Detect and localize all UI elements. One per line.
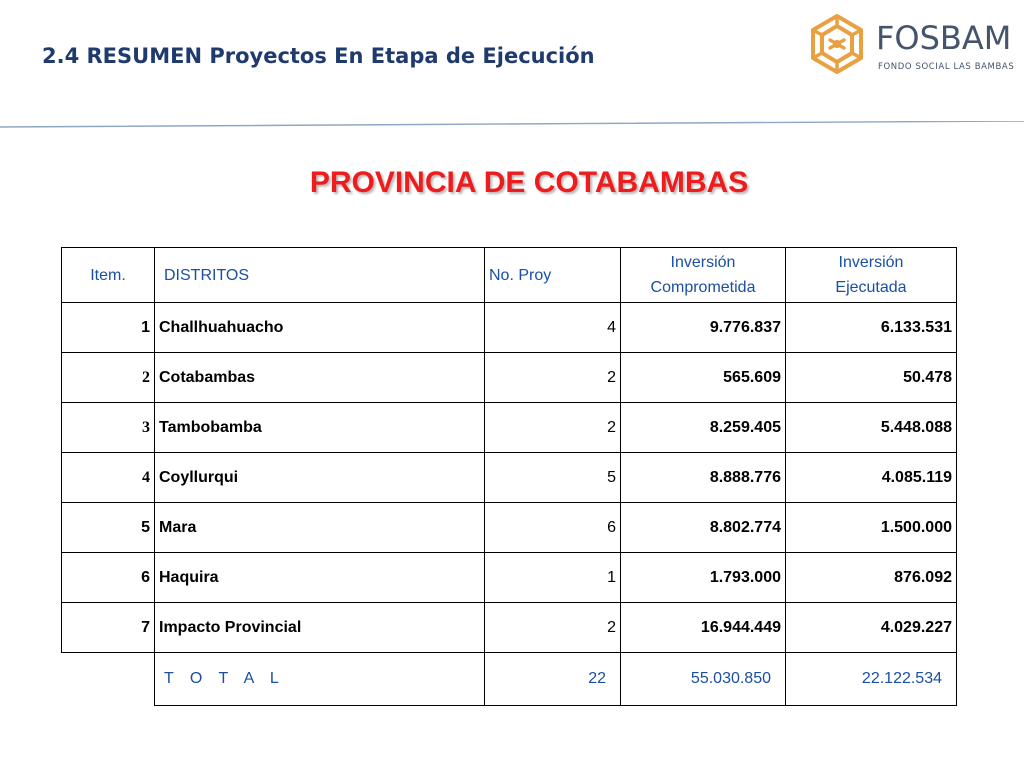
row-inversion-ejecutada: 1.500.000	[786, 503, 957, 553]
row-item: 3	[62, 403, 155, 453]
row-no-proy: 4	[485, 303, 621, 353]
row-no-proy: 5	[485, 453, 621, 503]
province-title: PROVINCIA DE COTABAMBAS	[309, 166, 749, 199]
row-item: 4	[62, 453, 155, 503]
row-distrito: Coyllurqui	[155, 453, 485, 503]
logo-name: FOSBAM	[876, 19, 1012, 57]
row-inversion-ejecutada: 876.092	[786, 553, 957, 603]
total-no-proy: 22	[485, 653, 621, 706]
table-row	[62, 503, 957, 553]
total-inversion-ejecutada: 22.122.534	[786, 653, 957, 706]
row-item: 5	[62, 503, 155, 553]
row-item: 7	[62, 603, 155, 653]
projects-table	[61, 247, 957, 706]
row-inversion-comprometida: 16.944.449	[621, 603, 786, 653]
row-inversion-comprometida: 8.259.405	[621, 403, 786, 453]
row-no-proy: 1	[485, 553, 621, 603]
row-inversion-ejecutada: 5.448.088	[786, 403, 957, 453]
table-row	[62, 453, 957, 503]
row-inversion-comprometida: 9.776.837	[621, 303, 786, 353]
row-distrito: Cotabambas	[155, 353, 485, 403]
table-row	[62, 303, 957, 353]
row-inversion-comprometida: 1.793.000	[621, 553, 786, 603]
slide-title: 2.4 RESUMEN Proyectos En Etapa de Ejecución	[42, 44, 595, 68]
row-inversion-ejecutada: 4.029.227	[786, 603, 957, 653]
table-row	[62, 553, 957, 603]
row-distrito: Challhuahuacho	[155, 303, 485, 353]
header-inversion-ejecutada-line2: Ejecutada	[835, 279, 907, 296]
fosbam-hexagon-logo-icon	[806, 12, 868, 78]
total-label: T O T A L	[155, 653, 485, 706]
row-distrito: Mara	[155, 503, 485, 553]
row-no-proy: 6	[485, 503, 621, 553]
row-distrito: Impacto Provincial	[155, 603, 485, 653]
table-row	[62, 603, 957, 653]
row-no-proy: 2	[485, 603, 621, 653]
row-item: 1	[62, 303, 155, 353]
row-distrito: Tambobamba	[155, 403, 485, 453]
row-inversion-comprometida: 8.802.774	[621, 503, 786, 553]
header-inversion-comprometida-line2: Comprometida	[650, 279, 756, 296]
total-inversion-comprometida: 55.030.850	[621, 653, 786, 706]
row-inversion-comprometida: 8.888.776	[621, 453, 786, 503]
table-row	[62, 403, 957, 453]
header-inversion-ejecutada-line1: Inversión	[838, 254, 904, 271]
table-row	[62, 353, 957, 403]
row-no-proy: 2	[485, 403, 621, 453]
row-no-proy: 2	[485, 353, 621, 403]
row-distrito: Haquira	[155, 553, 485, 603]
header-inversion-ejecutada	[786, 248, 957, 303]
fosbam-logo	[806, 8, 1016, 78]
header-no-proy: No. Proy	[485, 248, 621, 303]
row-inversion-comprometida: 565.609	[621, 353, 786, 403]
header-inversion-comprometida-line1: Inversión	[670, 254, 736, 271]
row-item: 6	[62, 553, 155, 603]
row-inversion-ejecutada: 6.133.531	[786, 303, 957, 353]
header-item: Item.	[62, 248, 155, 303]
row-item: 2	[62, 353, 155, 403]
table-header-row	[62, 248, 957, 303]
row-inversion-ejecutada: 50.478	[786, 353, 957, 403]
header-inversion-comprometida	[621, 248, 786, 303]
table-total-row	[62, 653, 957, 706]
header-divider	[0, 121, 1024, 131]
header-distritos: DISTRITOS	[155, 248, 485, 303]
total-blank-cell	[62, 653, 155, 706]
row-inversion-ejecutada: 4.085.119	[786, 453, 957, 503]
logo-subtitle: FONDO SOCIAL LAS BAMBAS	[878, 62, 1015, 72]
